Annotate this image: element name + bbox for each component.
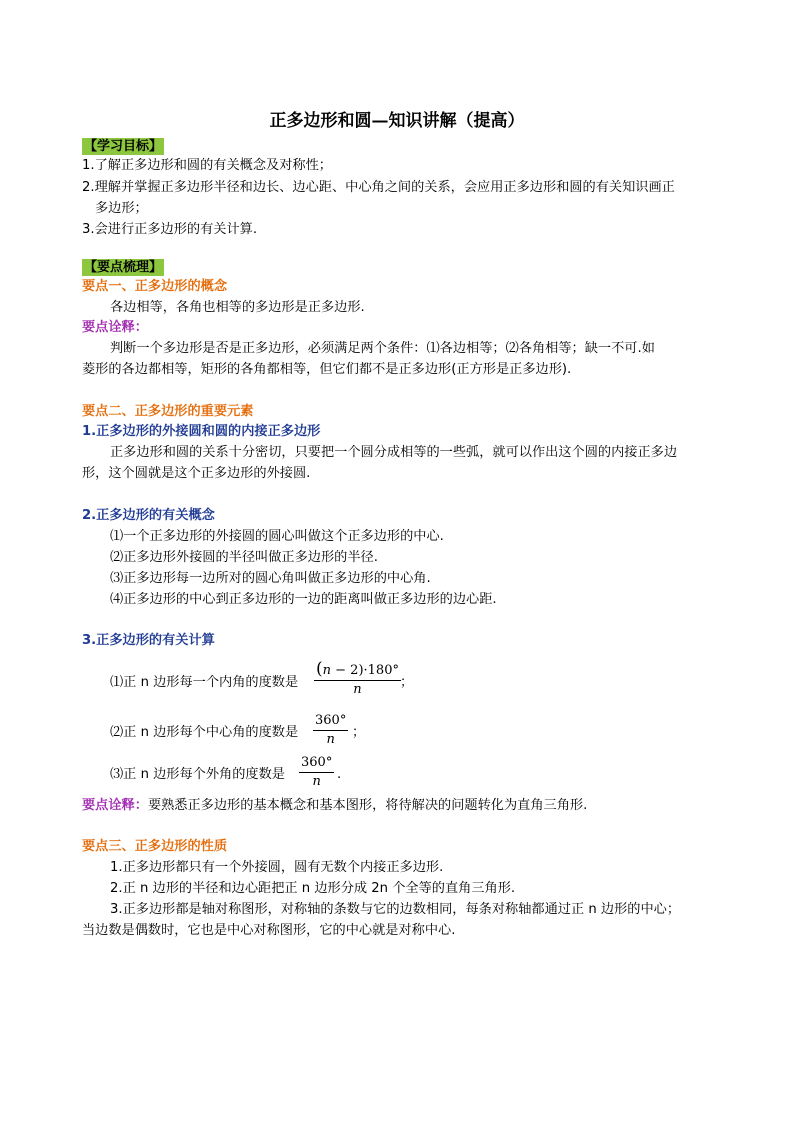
formula3-end: .: [337, 767, 342, 782]
point2-sub3-heading: 3.正多边形的有关计算: [82, 633, 215, 648]
concept-item-2: ⑵正多边形外接圆的半径叫做正多边形的半径.: [110, 550, 378, 565]
point1-heading: 要点一、正多边形的概念: [82, 279, 228, 294]
formula1-fraction: [314, 660, 401, 699]
point2-sub2-heading: 2.正多边形的有关概念: [82, 508, 215, 523]
formula3-text: ⑶正 n 边形每个外角的度数是: [110, 767, 285, 782]
property-item-1: 1.正多边形都只有一个外接圆，圆有无数个内接正多边形.: [110, 860, 444, 875]
goal-item-2-cont: 多边形；: [95, 201, 148, 216]
formula1-end: ；: [400, 675, 414, 690]
formula2-fraction: [313, 712, 348, 749]
formula1-denominator: n: [314, 680, 401, 699]
point3-heading: 要点三、正多边形的性质: [82, 839, 228, 854]
property-item-3: 3.正多边形都是轴对称图形，对称轴的条数与它的边数相同，每条对称轴都通过正 n 边形的中心；: [110, 902, 681, 917]
property-item-3-cont: 当边数是偶数时，它也是中心对称图形，它的中心就是对称中心.: [82, 923, 456, 938]
formula1-numerator: (n − 2)·180°: [316, 659, 399, 679]
point2-note-text: 要熟悉正多边形的基本概念和基本图形，将待解决的问题转化为直角三角形.: [147, 798, 588, 813]
page-title: 正多边形和圆—知识讲解（提高）: [269, 111, 525, 131]
formula2-numerator: 360°: [315, 713, 347, 728]
point2-sub1-line-1: 正多边形和圆的关系十分密切，只要把一个圆分成相等的一些弧，就可以作出这个圆的内接正多边: [110, 445, 678, 460]
property-item-2: 2.正 n 边形的半径和边心距把正 n 边形分成 2n 个全等的直角三角形.: [110, 881, 516, 896]
goal-item-1: 1.了解正多边形和圆的有关概念及对称性；: [82, 158, 332, 173]
formula2-end: ；: [352, 725, 366, 740]
concept-item-1: ⑴一个正多边形的外接圆的圆心叫做这个正多边形的中心.: [110, 529, 444, 544]
concept-item-4: ⑷正多边形的中心到正多边形的一边的距离叫做正多边形的边心距.: [110, 592, 497, 607]
formula2-denominator: n: [313, 730, 348, 749]
point1-text: 各边相等，各角也相等的多边形是正多边形.: [110, 300, 365, 315]
formula2-text: ⑵正 n 边形每个中心角的度数是: [110, 725, 299, 740]
learning-goals-tag: 【学习目标】: [84, 139, 163, 154]
point2-sub1-line-2: 形，这个圆就是这个正多边形的外接圆.: [82, 466, 311, 481]
point2-note: [82, 797, 587, 815]
point2-note-label: 要点诠释：: [82, 798, 148, 813]
concept-item-3: ⑶正多边形每一边所对的圆心角叫做正多边形的中心角.: [110, 571, 431, 586]
point2-heading: 要点二、正多边形的重要元素: [82, 404, 254, 419]
point2-sub1-heading: 1.正多边形的外接圆和圆的内接正多边形: [82, 424, 321, 439]
goal-item-3: 3.会进行正多边形的有关计算.: [82, 222, 258, 237]
point1-note-line-1: 判断一个多边形是否是正多边形，必须满足两个条件：⑴各边相等；⑵各角相等；缺一不可.如: [110, 341, 655, 356]
formula3-fraction: [299, 754, 334, 791]
formula1-text: ⑴正 n 边形每一个内角的度数是: [110, 675, 299, 690]
formula3-numerator: 360°: [301, 755, 333, 770]
point1-note-line-2: 菱形的各边都相等，矩形的各角都相等，但它们都不是正多边形(正方形是正多边形).: [82, 362, 572, 377]
summary-tag: 【要点梳理】: [84, 260, 163, 275]
point1-note-label: 要点诠释：: [82, 320, 148, 335]
formula3-denominator: n: [299, 772, 334, 791]
goal-item-2: 2.理解并掌握正多边形半径和边长、边心距、中心角之间的关系，会应用正多边形和圆的有关知识画正: [82, 180, 675, 195]
